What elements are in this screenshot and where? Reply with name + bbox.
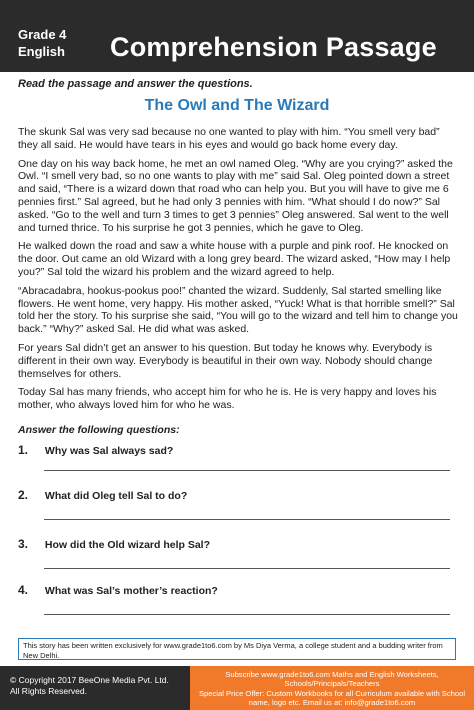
offer-text: Special Price Offer: Custom Workbooks for all Curriculum available with School name, logo etc. Email us at: info@grade1to6.com <box>198 688 466 708</box>
question-text: How did the Old wizard help Sal? <box>44 539 211 551</box>
page-footer <box>0 666 474 710</box>
question-item <box>18 583 458 597</box>
paragraph: Today Sal has many friends, who accept him for who he is. He is very happy and loves his mother, who always loved him for who he was. <box>18 386 437 412</box>
question-item <box>18 443 458 457</box>
questions-heading: Answer the following questions: <box>18 424 180 436</box>
question-item <box>18 488 458 502</box>
question-item <box>18 537 458 551</box>
answer-line[interactable] <box>44 470 450 471</box>
paragraph: For years Sal didn’t get an answer to his question. But today he knows why. Everybody is different in their own way. Everybody is beautiful in their own way. Nobody should change themselves for others. <box>18 341 433 380</box>
passage <box>18 126 458 418</box>
subject-text: English <box>18 44 65 59</box>
paragraph: The skunk Sal was very sad because no one wanted to play with him. “You smell very bad” they all said. He would have tears in his eyes and would go back home every day. <box>18 126 440 151</box>
rights-text: All Rights Reserved. <box>10 686 88 696</box>
paragraph: “Abracadabra, hookus-pookus poo!” chanted the wizard. Suddenly, Sal started smelling like flowers. He went home, very happy. His mother asked, “Yuck! What is that horrible smell?” Sal told her the story. To his surprise she said, “You will go to the wizard and tell him to change you back.” “Why?” asked Sal. He did what was asked. <box>18 284 458 336</box>
paragraph: One day on his way back home, he met an owl named Oleg. “Why are you crying?” asked the Owl. “I smell very bad, so no one wants to play with me” said Sal. Oleg pointed down a street and said, “There is a wizard down that road who can help you. But you will have to give me 6 pennies first.” Sal agreed, but he had only 3 pennies with him. “What should I do now?” Sal asked. “Go to the well and turn 3 times to get 3 pennies” Oleg answered. Sal went to the well and turned thrice. To his surprise he got 3 pennies, which he gave to Oleg. <box>18 157 453 234</box>
instructions: Read the passage and answer the questions. <box>18 78 253 90</box>
paragraph: He walked down the road and saw a white house with a purple and pink roof. He knocked on the door. Out came an old Wizard with a long grey beard. The wizard asked, “How may I help you?” Sal told the wizard his problem and the wizard agreed to help. <box>18 240 451 278</box>
question-number: 1. <box>18 443 29 457</box>
question-number: 4. <box>18 583 29 597</box>
question-text: Why was Sal always sad? <box>44 445 174 457</box>
page-title: Comprehension Passage <box>110 32 437 62</box>
question-number: 2. <box>18 488 29 502</box>
credit-box: This story has been written exclusively for www.grade1to6.com by Ms Diya Verma, a college student and a budding writer from New Delhi. <box>18 638 456 660</box>
answer-line[interactable] <box>44 568 450 569</box>
story-title: The Owl and The Wizard <box>144 97 330 114</box>
promo-block <box>190 666 474 710</box>
answer-line[interactable] <box>44 519 450 520</box>
subscribe-text[interactable]: Subscribe www.grade1to6.com Maths and English Worksheets, Schools/Principals/Teachers <box>225 670 439 689</box>
question-number: 3. <box>18 537 29 551</box>
answer-line[interactable] <box>44 614 450 615</box>
question-text: What was Sal’s mother’s reaction? <box>44 585 218 597</box>
grade-text: Grade 4 <box>18 27 67 42</box>
copyright-text: © Copyright 2017 BeeOne Media Pvt. Ltd. <box>10 675 169 685</box>
page-header <box>0 0 474 72</box>
question-text: What did Oleg tell Sal to do? <box>44 490 188 502</box>
copyright-block <box>0 666 190 710</box>
grade-label <box>18 26 66 60</box>
